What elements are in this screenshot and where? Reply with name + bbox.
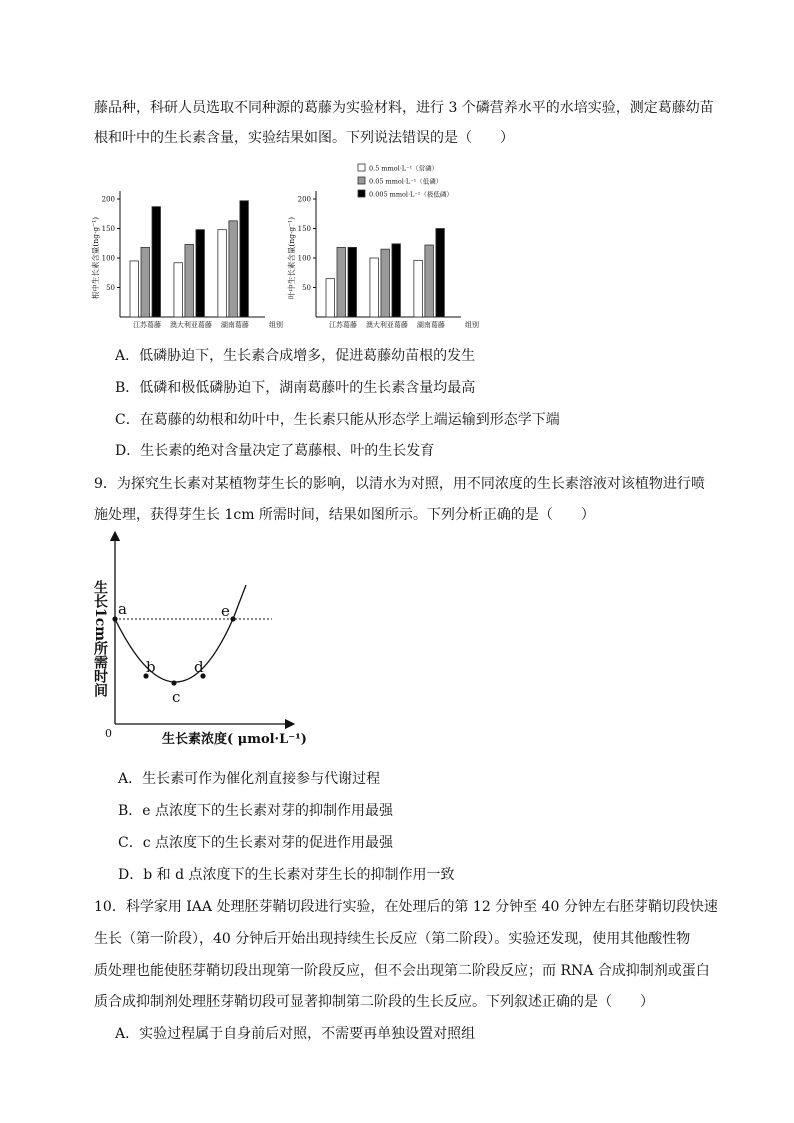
bar [196, 230, 205, 317]
bar [392, 244, 401, 317]
bar [130, 261, 139, 317]
category-label: 湖南葛藤 [416, 321, 445, 329]
category-label: 澳大利亚葛藤 [365, 321, 408, 329]
y-tick-label: 50 [302, 284, 311, 292]
y-tick-label: 100 [297, 254, 311, 263]
q8-option-d: D．生长素的绝对含量决定了葛藤根、叶的生长发育 [115, 443, 435, 459]
q8-option-c: C．在葛藤的幼根和幼叶中，生长素只能从形态学上端运输到形态学下端 [115, 412, 560, 428]
category-label: 湖南葛藤 [220, 321, 249, 329]
y-tick-label: 200 [297, 195, 311, 204]
bar [414, 260, 423, 317]
y-tick-label: 150 [101, 225, 115, 233]
legend-swatch [358, 190, 365, 197]
leaf-auxin-bar-chart [286, 160, 479, 330]
x-axis-label: 组别 [465, 321, 479, 329]
curve-y-label: 生长1cm所需时间 [92, 580, 108, 698]
category-label: 江苏葛藤 [133, 321, 161, 329]
q9-stem-line-2: 施处理，获得芽生长 1cm 所需时间，结果如图所示。下列分析正确的是（ ） [94, 507, 595, 523]
curve-x-label: 生长素浓度( μmol·L⁻¹) [162, 732, 307, 747]
q10-stem-line-3: 质处理也能使胚芽鞘切段出现第一阶段反应，但不会出现第二阶段反应；而 RNA 合成抑制剂或蛋白 [94, 963, 710, 979]
category-label: 江苏葛藤 [329, 321, 357, 329]
legend-swatch [358, 164, 365, 171]
y-axis-label: 叶中生长素含量(ng·g⁻¹) [287, 216, 296, 300]
bar [381, 249, 390, 317]
point-c [171, 680, 176, 685]
bar [370, 258, 379, 317]
label-a: a [118, 600, 127, 618]
q9-option-a: A．生长素可作为催化剂直接参与代谢过程 [118, 771, 381, 787]
bar [218, 230, 227, 317]
legend-label: 0.05 mmol·L⁻¹（低磷） [369, 177, 443, 186]
bar [326, 279, 335, 317]
q9-option-c: C．c 点浓度下的生长素对芽的促进作用最强 [118, 835, 394, 851]
y-tick-label: 150 [297, 225, 311, 233]
bar [229, 221, 238, 317]
bar [240, 201, 249, 317]
q9-option-b: B．e 点浓度下的生长素对芽的抑制作用最强 [118, 803, 394, 819]
q8-stem-line-1: 藤品种，科研人员选取不同种源的葛藤为实验材料，进行 3 个磷营养水平的水培实验，测定葛藤幼苗 [94, 100, 714, 116]
bar [185, 244, 194, 317]
y-tick-label: 100 [101, 254, 115, 263]
y-tick-label: 50 [106, 284, 115, 292]
origin-label: 0 [105, 727, 112, 740]
q10-stem-line-1: 10．科学家用 IAA 处理胚芽鞘切段进行实验，在处理后的第 12 分钟至 40 分钟左右胚芽鞘切段快速 [94, 899, 718, 915]
bar [425, 245, 434, 317]
q10-stem-line-4: 质合成抑制剂处理胚芽鞘切段可显著抑制第二阶段的生长反应。下列叙述正确的是（ ） [94, 994, 654, 1010]
point-a [112, 616, 117, 621]
q10-option-a: A．实验过程属于自身前后对照，不需要再单独设置对照组 [115, 1026, 476, 1042]
bar [174, 263, 183, 317]
bar [141, 247, 150, 317]
label-b: b [146, 658, 156, 676]
y-axis-label: 根中生长素含量(ng·g⁻¹) [91, 216, 100, 300]
bar [436, 229, 445, 318]
label-d: d [194, 658, 204, 676]
q10-stem-line-2: 生长（第一阶段），40 分钟后开始出现持续生长反应（第二阶段）。实验还发现，使用其他酸性物 [94, 931, 691, 947]
legend-label: 0.5 mmol·L⁻¹（常磷） [369, 164, 439, 173]
q8-option-a: A．低磷胁迫下，生长素合成增多，促进葛藤幼苗根的发生 [115, 348, 476, 364]
legend-swatch [358, 177, 365, 184]
q8-option-b: B．低磷和极低磷胁迫下，湖南葛藤叶的生长素含量均最高 [115, 380, 476, 396]
response-curve [115, 585, 246, 682]
label-c: c [172, 688, 181, 706]
bar [348, 247, 357, 317]
growth-time-curve-chart [90, 530, 307, 747]
q9-stem-line-1: 9．为探究生长素对某植物芽生长的影响，以清水为对照，用不同浓度的生长素溶液对该植物进行喷 [94, 476, 705, 492]
legend-label: 0.005 mmol·L⁻¹（极低磷） [369, 190, 453, 199]
q8-stem-line-2: 根和叶中的生长素含量，实验结果如图。下列说法错误的是（ ） [94, 130, 514, 146]
root-auxin-bar-chart [90, 170, 283, 340]
bar [337, 247, 346, 317]
bar [152, 207, 161, 317]
point-e [230, 616, 235, 621]
x-axis-label: 组别 [269, 321, 283, 329]
label-e: e [221, 602, 230, 620]
category-label: 澳大利亚葛藤 [169, 321, 212, 329]
y-tick-label: 200 [101, 195, 115, 204]
q9-option-d: D．b 和 d 点浓度下的生长素对芽生长的抑制作用一致 [118, 867, 455, 883]
